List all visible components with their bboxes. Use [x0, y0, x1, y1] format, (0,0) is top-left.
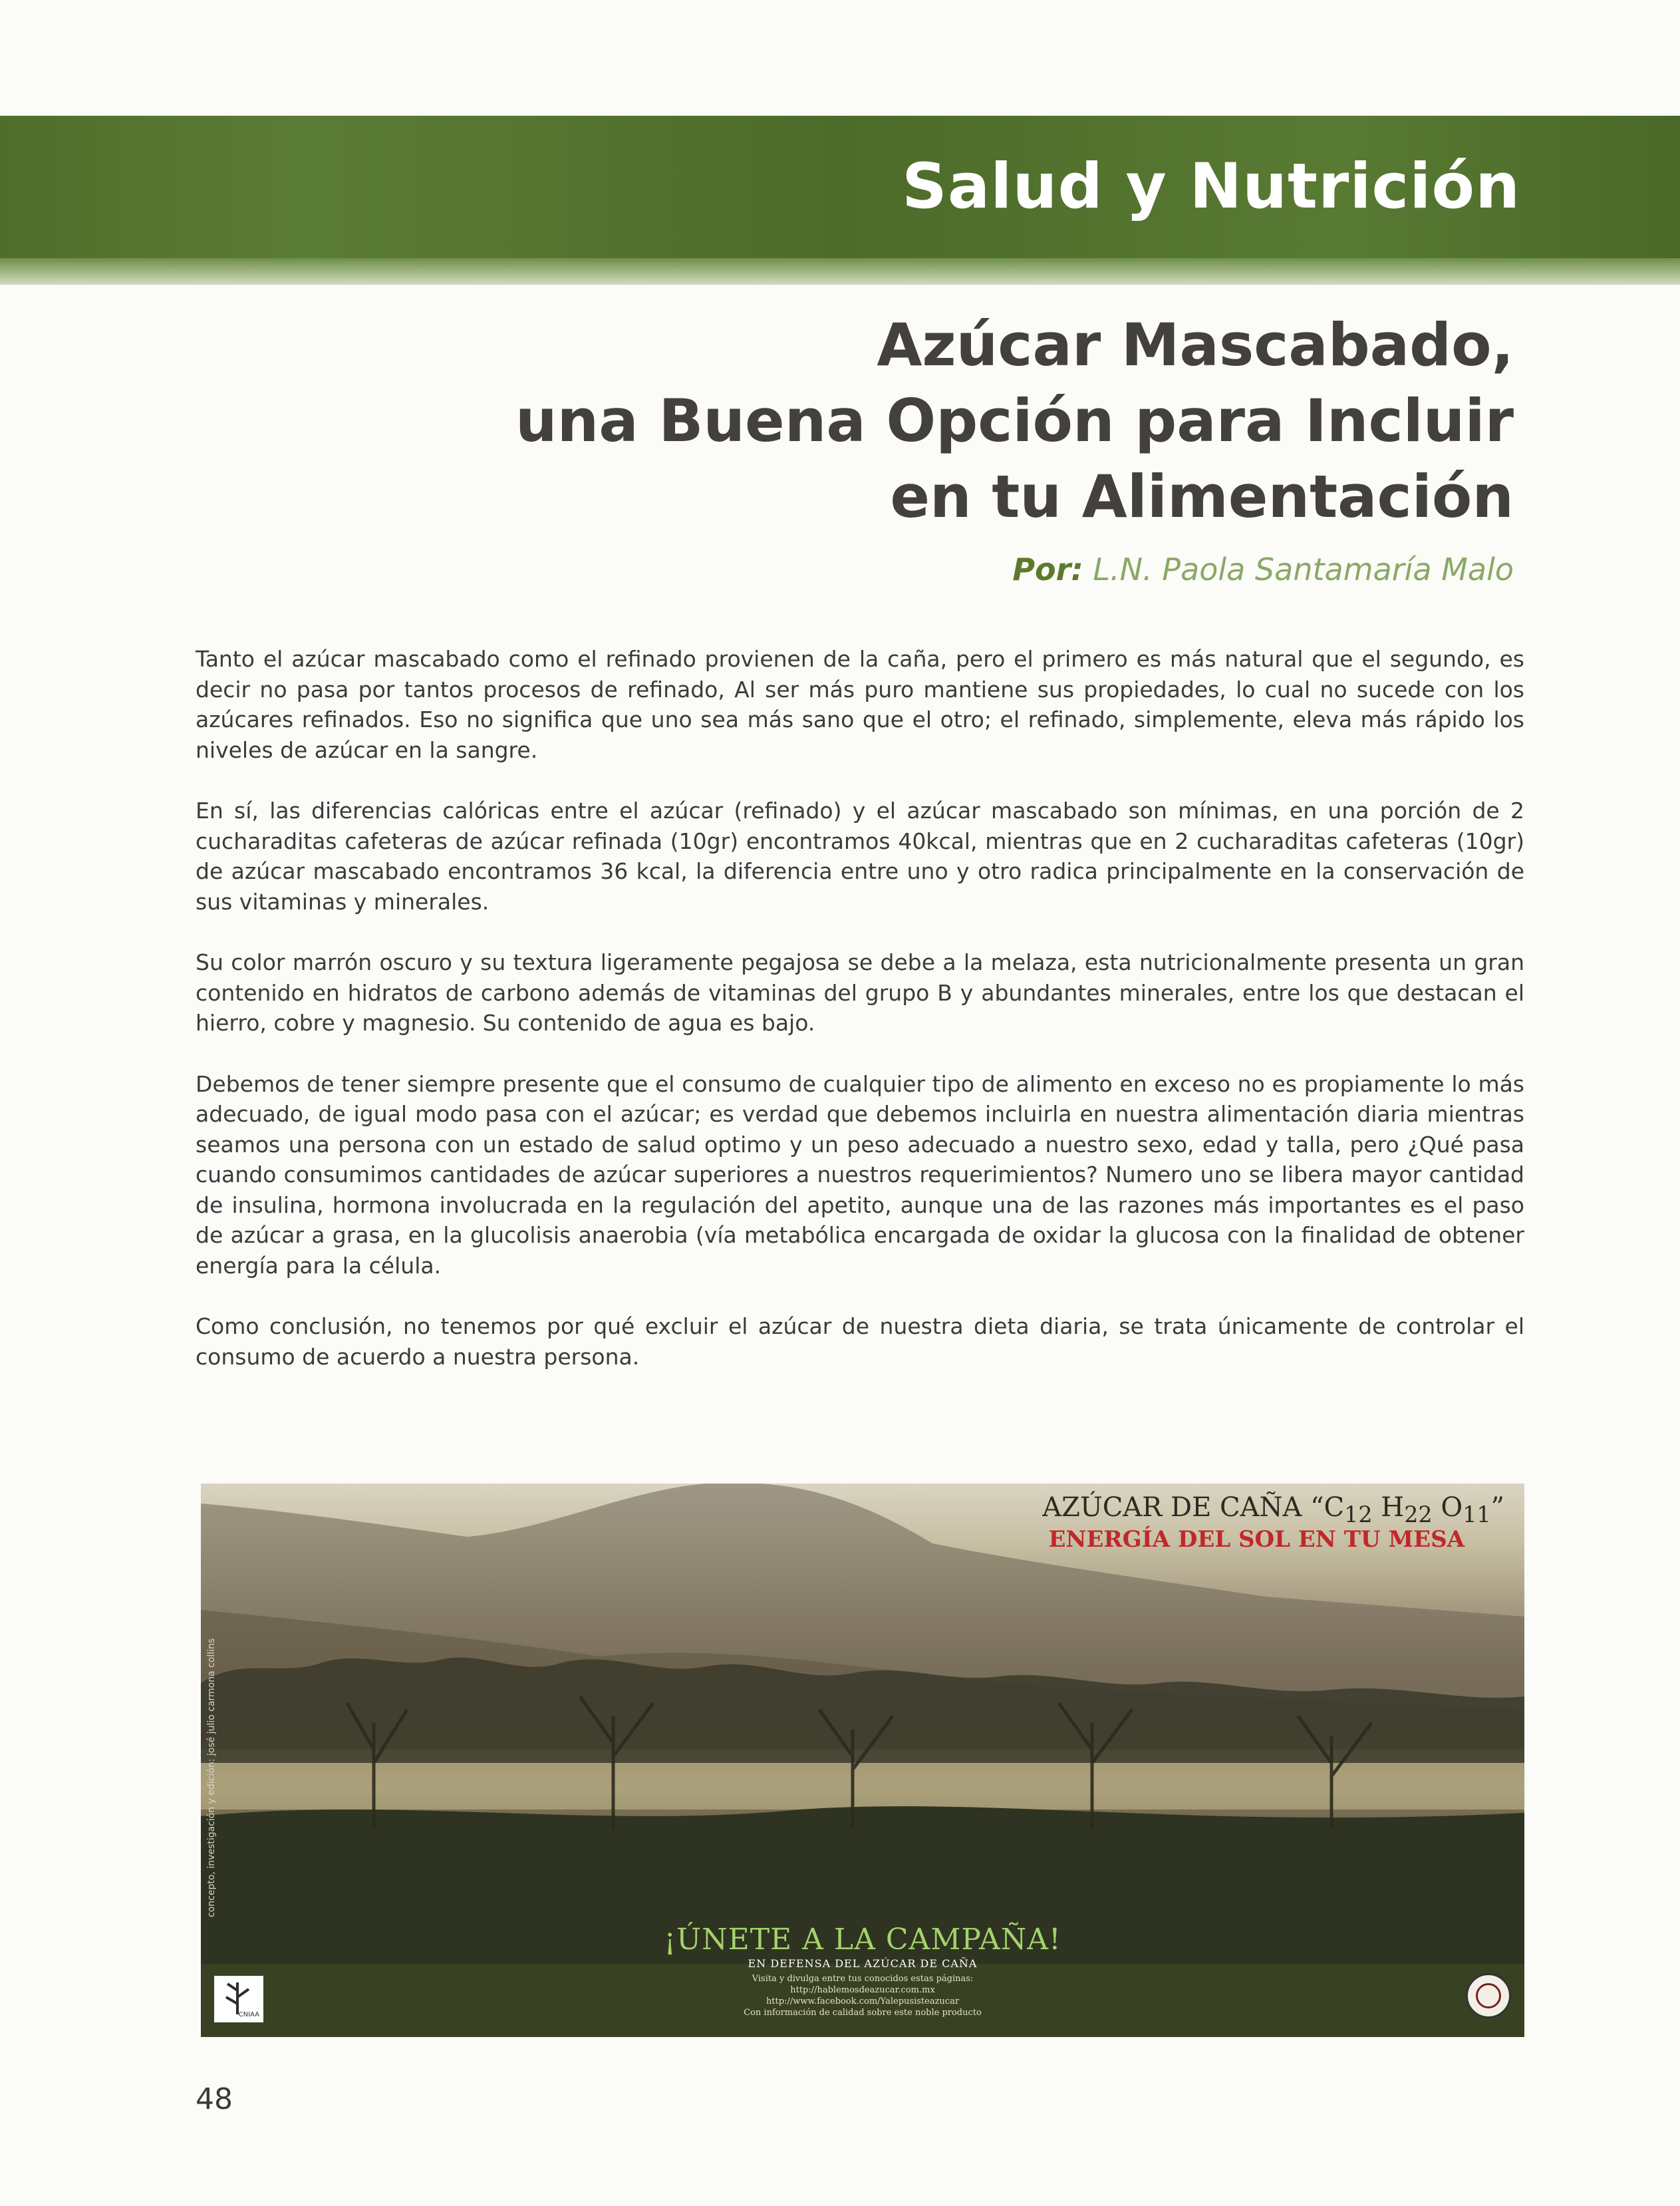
ad-formula-h: H: [1372, 1492, 1405, 1523]
ad-formula-c-sub: 12: [1344, 1501, 1373, 1527]
byline: [1012, 550, 1514, 589]
seal-icon: [1466, 1973, 1511, 2018]
ad-formula-o: O: [1432, 1492, 1463, 1523]
ad-formula-o-sub: 11: [1463, 1501, 1491, 1527]
paragraph: En sí, las diferencias calóricas entre el azúcar (refinado) y el azúcar mascabado son mínimas, en una porción de 2 cucharaditas cafeteras de azúcar refinada (10gr) encontramos 40kcal, mientras que en 2 cucharaditas cafeteras (10gr) de azúcar mascabado encontramos 36 kcal, la diferencia entre uno y otro radica principalmente en la conservación de sus vitaminas y minerales.: [196, 798, 1524, 915]
headline-line-3: en tu Alimentación: [890, 462, 1514, 531]
campaign-info: [201, 1973, 1524, 2018]
page-number: 48: [196, 2082, 233, 2116]
photo-credit: concepto, investigación y edición: josé julio carmona collins: [206, 1638, 217, 1917]
cniaa-logo-label: CNIAA: [238, 2011, 259, 2018]
byline-label: Por:: [1012, 552, 1083, 587]
ad-formula-close: ”: [1490, 1492, 1504, 1523]
campaign-subheading: EN DEFENSA DEL AZÚCAR DE CAÑA: [748, 1957, 978, 1970]
cniaa-logo: [214, 1976, 263, 2022]
section-title: Salud y Nutrición: [902, 150, 1520, 223]
campaign-link[interactable]: http://www.facebook.com/Yalepusisteazucar: [766, 1996, 960, 2006]
article-body: [196, 644, 1524, 1402]
headline-line-1: Azúcar Mascabado,: [877, 311, 1514, 379]
ad-formula-h-sub: 22: [1404, 1501, 1433, 1527]
campaign-heading: ¡ÚNETE A LA CAMPAÑA!: [664, 1923, 1061, 1957]
byline-author: L.N. Paola Santamaría Malo: [1093, 552, 1514, 587]
paragraph: Su color marrón oscuro y su textura ligeramente pegajosa se debe a la melaza, esta nutricionalmente presenta un gran contenido en hidratos de carbono además de vitaminas del grupo B y abundantes minerales, entre los que destacan el hierro, cobre y magnesio. Su contenido de agua es bajo.: [196, 949, 1524, 1036]
paragraph: Tanto el azúcar mascabado como el refinado provienen de la caña, pero el primero es más natural que el segundo, es decir no pasa por tantos procesos de refinado, Al ser más puro mantiene sus propiedades, lo cual no sucede con los azúcares refinados. Eso no significa que uno sea más sano que el otro; el refinado, simplemente, eleva más rápido los niveles de azúcar en la sangre.: [196, 646, 1524, 763]
article-headline: [383, 307, 1514, 535]
campaign-link[interactable]: http://hablemosdeazucar.com.mx: [790, 1985, 935, 1995]
paragraph: Debemos de tener siempre presente que el consumo de cualquier tipo de alimento en exceso no es propiamente lo más adecuado, de igual modo pasa con el azúcar; es verdad que debemos incluirla en nuestra alimentación diaria mientras seamos una persona con un estado de salud optimo y un peso adecuado a nuestro sexo, edad y talla, pero ¿Qué pasa cuando consumimos cantidades de azúcar superiores a nuestros requerimientos? Numero uno se libera mayor cantidad de insulina, hormona involucrada en la regulación del apetito, aunque una de las razones más importantes es el paso de azúcar a grasa, en la glucolisis anaerobia (vía metabólica encargada de oxidar la glucosa con la finalidad de obtener energía para la célula.: [196, 1070, 1524, 1279]
campaign-line: Visita y divulga entre tus conocidos estas páginas:: [752, 1974, 974, 1984]
headline-line-2: una Buena Opción para Incluir: [515, 387, 1514, 455]
paragraph: Como conclusión, no tenemos por qué excluir el azúcar de nuestra dieta diaria, se trata únicamente de controlar el consumo de acuerdo a nuestra persona.: [196, 1313, 1524, 1370]
ad-title-text: AZÚCAR DE CAÑA “C: [1042, 1492, 1345, 1523]
ad-subtitle: ENERGÍA DEL SOL EN TU MESA: [1048, 1526, 1465, 1553]
campaign-line: Con información de calidad sobre este noble producto: [744, 2008, 982, 2018]
advertisement-photo: [201, 1484, 1524, 2037]
